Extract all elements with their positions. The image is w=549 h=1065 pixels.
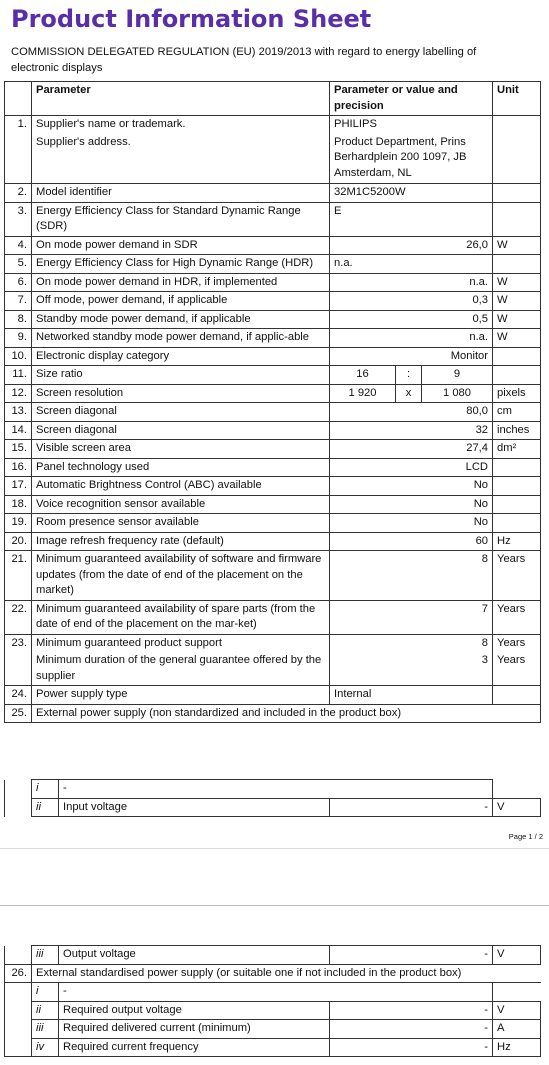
table-cell: 26. bbox=[5, 964, 32, 983]
table-cell: Product Department, Prins Berhardplein 200 1097, JB Amsterdam, NL bbox=[330, 134, 493, 184]
table-row bbox=[5, 1020, 541, 1039]
table-cell: W bbox=[493, 329, 541, 348]
header-parameter: Parameter bbox=[32, 82, 330, 116]
table-row bbox=[5, 964, 541, 983]
table-cell: Model identifier bbox=[32, 184, 330, 203]
table-cell: 2. bbox=[5, 184, 32, 203]
table-cell: inches bbox=[493, 421, 541, 440]
table-cell: 1. bbox=[5, 116, 32, 134]
table-cell: Networked standby mode power demand, if applic-able bbox=[32, 329, 330, 348]
table-row bbox=[5, 384, 541, 403]
table-row bbox=[5, 273, 541, 292]
table-cell bbox=[493, 477, 541, 496]
table-cell: Years bbox=[493, 652, 541, 686]
table-cell: Required delivered current (minimum) bbox=[59, 1020, 330, 1039]
table-cell: Energy Efficiency Class for High Dynamic Range (HDR) bbox=[32, 255, 330, 274]
table-cell bbox=[330, 983, 493, 1002]
table-cell bbox=[493, 255, 541, 274]
table-cell: 7 bbox=[330, 600, 493, 634]
table-cell: Minimum guaranteed availability of software and firmware updates (from the date of end of the placement on the market) bbox=[32, 551, 330, 601]
table-cell: Off mode, power demand, if applicable bbox=[32, 292, 330, 311]
table-cell: 16. bbox=[5, 458, 32, 477]
table-cell: - bbox=[330, 1020, 493, 1039]
table-cell: dm² bbox=[493, 440, 541, 459]
table-cell: Supplier's address. bbox=[32, 134, 330, 184]
table-row bbox=[5, 514, 541, 533]
table-cell bbox=[493, 686, 541, 705]
page-edge bbox=[0, 848, 549, 849]
table-row bbox=[5, 798, 541, 817]
table-row bbox=[5, 551, 541, 601]
table-cell: Panel technology used bbox=[32, 458, 330, 477]
table-cell bbox=[493, 458, 541, 477]
page-title: Product Information Sheet bbox=[11, 5, 372, 33]
table-cell: 80,0 bbox=[330, 403, 493, 422]
table-cell: 8. bbox=[5, 310, 32, 329]
table-header-row bbox=[5, 82, 541, 116]
table-cell: ii bbox=[32, 798, 59, 817]
table-cell: Screen diagonal bbox=[32, 403, 330, 422]
table-cell: 25. bbox=[5, 704, 32, 723]
table-cell: V bbox=[493, 946, 541, 965]
table-cell bbox=[493, 134, 541, 184]
table-row bbox=[5, 184, 541, 203]
table-cell bbox=[493, 780, 541, 799]
table-cell: Monitor bbox=[330, 347, 493, 366]
table-row bbox=[5, 292, 541, 311]
table-cell: Years bbox=[493, 551, 541, 601]
table-cell bbox=[493, 514, 541, 533]
table-cell: 1 080 bbox=[422, 384, 493, 403]
table-cell: PHILIPS bbox=[330, 116, 493, 134]
table-cell: - bbox=[330, 798, 493, 817]
table-cell: Standby mode power demand, if applicable bbox=[32, 310, 330, 329]
table-cell: On mode power demand in SDR bbox=[32, 236, 330, 255]
table-cell: No bbox=[330, 495, 493, 514]
table-cell: Years bbox=[493, 600, 541, 634]
table-cell: No bbox=[330, 477, 493, 496]
table-cell bbox=[493, 366, 541, 385]
table-cell bbox=[5, 1001, 32, 1020]
table-cell: On mode power demand in HDR, if implemented bbox=[32, 273, 330, 292]
table-cell: 9. bbox=[5, 329, 32, 348]
table-cell: - bbox=[330, 1001, 493, 1020]
table-cell: Output voltage bbox=[59, 946, 330, 965]
table-cell bbox=[5, 652, 32, 686]
table-row bbox=[5, 780, 541, 799]
table-row bbox=[5, 1038, 541, 1057]
table-cell: Room presence sensor available bbox=[32, 514, 330, 533]
table-cell: 4. bbox=[5, 236, 32, 255]
table-cell: 32 bbox=[330, 421, 493, 440]
table-cell: W bbox=[493, 292, 541, 311]
table-cell: 0,3 bbox=[330, 292, 493, 311]
table-row bbox=[5, 946, 541, 965]
table-cell: cm bbox=[493, 403, 541, 422]
table-row bbox=[5, 236, 541, 255]
table-cell: W bbox=[493, 310, 541, 329]
table-cell: - bbox=[59, 780, 330, 799]
table-cell: n.a. bbox=[330, 255, 493, 274]
table-cell bbox=[493, 495, 541, 514]
table-cell: External power supply (non standardized and included in the product box) bbox=[32, 704, 541, 723]
table-cell: - bbox=[59, 983, 330, 1002]
table-row bbox=[5, 440, 541, 459]
table-cell: Voice recognition sensor available bbox=[32, 495, 330, 514]
table-row bbox=[5, 686, 541, 705]
table-row bbox=[5, 983, 541, 1002]
table-row bbox=[5, 134, 541, 184]
table-row bbox=[5, 255, 541, 274]
table-cell: 24. bbox=[5, 686, 32, 705]
header-value: Parameter or value and precision bbox=[330, 82, 493, 116]
table-cell bbox=[5, 983, 32, 1002]
table-cell: Supplier's name or trademark. bbox=[32, 116, 330, 134]
table-cell: Minimum guaranteed product support bbox=[32, 634, 330, 652]
table-cell: 15. bbox=[5, 440, 32, 459]
table-row bbox=[5, 310, 541, 329]
table-row bbox=[5, 704, 541, 723]
table-cell: 13. bbox=[5, 403, 32, 422]
table-cell bbox=[5, 798, 32, 817]
table-cell: n.a. bbox=[330, 273, 493, 292]
table-cell: Power supply type bbox=[32, 686, 330, 705]
table-cell: Energy Efficiency Class for Standard Dynamic Range (SDR) bbox=[32, 202, 330, 236]
table-cell bbox=[493, 202, 541, 236]
table-cell: No bbox=[330, 514, 493, 533]
table-row bbox=[5, 421, 541, 440]
table-row bbox=[5, 116, 541, 134]
table-row bbox=[5, 458, 541, 477]
info-table bbox=[4, 81, 541, 723]
table-cell: 3. bbox=[5, 202, 32, 236]
table-cell: Automatic Brightness Control (ABC) available bbox=[32, 477, 330, 496]
table-row bbox=[5, 366, 541, 385]
table-cell: 5. bbox=[5, 255, 32, 274]
table-cell: Screen resolution bbox=[32, 384, 330, 403]
table-cell: x bbox=[396, 384, 422, 403]
table-cell: Required output voltage bbox=[59, 1001, 330, 1020]
table-cell bbox=[493, 983, 541, 1002]
header-unit: Unit bbox=[493, 82, 541, 116]
table-cell: pixels bbox=[493, 384, 541, 403]
table-cell: - bbox=[330, 1038, 493, 1057]
table-cell: 26,0 bbox=[330, 236, 493, 255]
table-cell: 11. bbox=[5, 366, 32, 385]
table-cell: 17. bbox=[5, 477, 32, 496]
table-cell: Hz bbox=[493, 1038, 541, 1057]
table-cell: 23. bbox=[5, 634, 32, 652]
table-cell: Screen diagonal bbox=[32, 421, 330, 440]
table-cell: 12. bbox=[5, 384, 32, 403]
table-cell: V bbox=[493, 1001, 541, 1020]
table-cell bbox=[330, 780, 493, 799]
table-row bbox=[5, 329, 541, 348]
table-cell bbox=[5, 82, 32, 116]
table-cell: 20. bbox=[5, 532, 32, 551]
table-cell: Internal bbox=[330, 686, 493, 705]
table-cell: W bbox=[493, 273, 541, 292]
table-cell: External standardised power supply (or suitable one if not included in the product box) bbox=[32, 964, 541, 983]
table-cell: Input voltage bbox=[59, 798, 330, 817]
table-row bbox=[5, 477, 541, 496]
table-cell: Image refresh frequency rate (default) bbox=[32, 532, 330, 551]
table-cell bbox=[5, 1020, 32, 1039]
table-row bbox=[5, 532, 541, 551]
table-cell: - bbox=[330, 946, 493, 965]
table-row bbox=[5, 634, 541, 652]
table-cell: E bbox=[330, 202, 493, 236]
table-cell: W bbox=[493, 236, 541, 255]
table-cell: 60 bbox=[330, 532, 493, 551]
table-cell: 1 920 bbox=[330, 384, 396, 403]
table-cell: 7. bbox=[5, 292, 32, 311]
table-cell: 0,5 bbox=[330, 310, 493, 329]
table-cell: Hz bbox=[493, 532, 541, 551]
table-row bbox=[5, 652, 541, 686]
table-cell bbox=[5, 1038, 32, 1057]
table-cell: 9 bbox=[422, 366, 493, 385]
table-cell: 10. bbox=[5, 347, 32, 366]
table-cell: 27,4 bbox=[330, 440, 493, 459]
table-cell: V bbox=[493, 798, 541, 817]
table-cell bbox=[5, 134, 32, 184]
table-cell: 16 bbox=[330, 366, 396, 385]
table-cell: iv bbox=[32, 1038, 59, 1057]
table-cell: i bbox=[32, 983, 59, 1002]
table-cell: LCD bbox=[330, 458, 493, 477]
table-cell bbox=[493, 347, 541, 366]
table-cell bbox=[5, 780, 32, 799]
sub-table-25-cont bbox=[4, 945, 541, 1057]
page-number: Page 1 / 2 bbox=[508, 832, 543, 841]
table-cell bbox=[493, 184, 541, 203]
table-cell: i bbox=[32, 780, 59, 799]
table-row bbox=[5, 495, 541, 514]
table-cell: iii bbox=[32, 1020, 59, 1039]
table-row bbox=[5, 1001, 541, 1020]
table-cell: Electronic display category bbox=[32, 347, 330, 366]
table-row bbox=[5, 600, 541, 634]
table-cell: Visible screen area bbox=[32, 440, 330, 459]
table-cell: Minimum duration of the general guarantee offered by the supplier bbox=[32, 652, 330, 686]
table-cell: A bbox=[493, 1020, 541, 1039]
table-cell: 21. bbox=[5, 551, 32, 601]
table-cell: iii bbox=[32, 946, 59, 965]
table-row bbox=[5, 202, 541, 236]
regulation-subtitle: COMMISSION DELEGATED REGULATION (EU) 2019/2013 with regard to energy labelling of electronic displays bbox=[11, 46, 477, 74]
table-cell: 22. bbox=[5, 600, 32, 634]
table-cell: 8 bbox=[330, 634, 493, 652]
table-row bbox=[5, 347, 541, 366]
table-cell: 14. bbox=[5, 421, 32, 440]
table-cell: Minimum guaranteed availability of spare parts (from the date of end of the placement on the mar-ket) bbox=[32, 600, 330, 634]
table-cell: Required current frequency bbox=[59, 1038, 330, 1057]
table-cell: ii bbox=[32, 1001, 59, 1020]
table-cell: 8 bbox=[330, 551, 493, 601]
page-divider bbox=[0, 905, 549, 906]
table-cell: : bbox=[396, 366, 422, 385]
table-cell: n.a. bbox=[330, 329, 493, 348]
table-cell: 6. bbox=[5, 273, 32, 292]
table-cell bbox=[493, 116, 541, 134]
table-cell: 3 bbox=[330, 652, 493, 686]
table-row bbox=[5, 403, 541, 422]
table-cell: 19. bbox=[5, 514, 32, 533]
table-cell: Years bbox=[493, 634, 541, 652]
table-cell bbox=[5, 946, 32, 965]
table-cell: 18. bbox=[5, 495, 32, 514]
sub-table-25 bbox=[4, 779, 541, 817]
table-cell: 32M1C5200W bbox=[330, 184, 493, 203]
table-cell: Size ratio bbox=[32, 366, 330, 385]
